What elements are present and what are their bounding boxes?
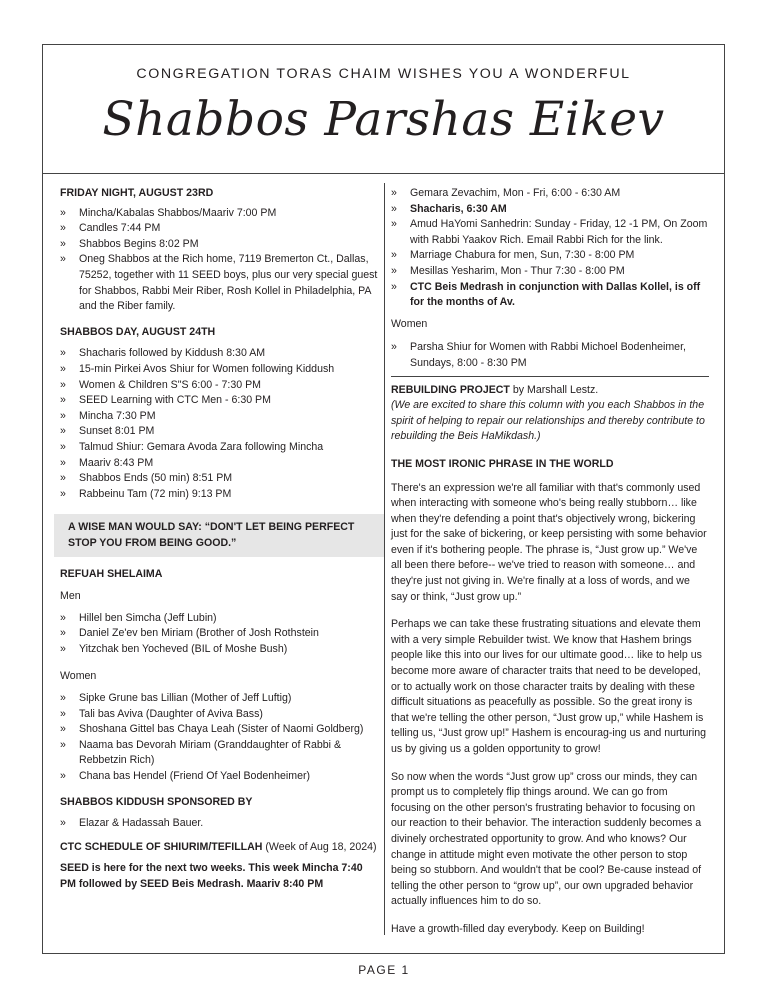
list-item: » Mincha/Kabalas Shabbos/Maariv 7:00 PM [60, 206, 378, 222]
page-number: PAGE 1 [358, 963, 410, 977]
women-shiur-label: Women [391, 317, 428, 330]
list-item: » Yitzchak ben Yocheved (BIL of Moshe Bush) [60, 642, 378, 658]
list-item: » Sipke Grune bas Lillian (Mother of Jeff Luftig) [60, 691, 378, 707]
section-divider [391, 376, 709, 377]
friday-list [60, 206, 378, 315]
list-item: » Tali bas Aviva (Daughter of Aviva Bass) [60, 707, 378, 723]
list-item: » Mesillas Yesharim, Mon - Thur 7:30 - 8:00 PM [391, 264, 709, 280]
rebuilding-intro: (We are excited to share this column with you each Shabbos in the spirit of helping to repair our relationships and thereby contribute to rebuilding the Beis HaMikdash.) [391, 399, 705, 443]
article-paragraph: There's an expression we're all familiar with that's commonly used when interacting with someone who's being really stubborn… like when they're defending a point that's objectively wrong, bickering just for the sake of bickering, or keep persisting with some behavior even if it's bothering people. The phrase is, “Just grow up.” We've all been there before-- we've tried to reason with someone… and they're just not giving in. We're finally at a loss of words, and we say or think, “Just grow up.” [391, 481, 707, 603]
column-divider [384, 183, 385, 935]
list-item: » Daniel Ze'ev ben Miriam (Brother of Josh Rothstein [60, 626, 378, 642]
list-item: » Hillel ben Simcha (Jeff Lubin) [60, 611, 378, 627]
list-item: » Rabbeinu Tam (72 min) 9:13 PM [60, 487, 378, 503]
shabbos-day-list [60, 346, 378, 502]
list-item: » Elazar & Hadassah Bauer. [60, 816, 378, 832]
women-shiur-list [391, 340, 709, 371]
list-item: » 15-min Pirkei Avos Shiur for Women following Kiddush [60, 362, 378, 378]
list-item: » Mincha 7:30 PM [60, 409, 378, 425]
list-item: » Parsha Shiur for Women with Rabbi Michoel Bodenheimer, Sundays, 8:00 - 8:30 PM [391, 340, 709, 371]
shabbos-day-title: SHABBOS DAY, AUGUST 24TH [60, 325, 216, 338]
list-item: » Marriage Chabura for men, Sun, 7:30 - 8:00 PM [391, 248, 709, 264]
list-item: » Maariv 8:43 PM [60, 456, 378, 472]
men-label: Men [60, 590, 81, 603]
list-item: » Shoshana Gittel bas Chaya Leah (Sister of Naomi Goldberg) [60, 722, 378, 738]
list-item: » Chana bas Hendel (Friend Of Yael Bodenheimer) [60, 769, 378, 785]
left-column [60, 186, 378, 893]
refuah-title: REFUAH SHELAIMA [60, 568, 163, 581]
women-label: Women [60, 670, 97, 683]
list-item: » Candles 7:44 PM [60, 221, 378, 237]
schedule-week: (Week of Aug 18, 2024) [265, 840, 377, 853]
rebuilding-author: by Marshall Lestz. [512, 383, 599, 396]
list-item: » Oneg Shabbos at the Rich home, 7119 Bremerton Ct., Dallas, 75252, together with 11 SEED boys, plus our very special guest for Shabbos, Rabbi Meir Riber, Rosh Kollel in Philadelphia, PA and the Riber family. [60, 252, 378, 314]
header-top-line: CONGREGATION TORAS CHAIM WISHES YOU A WONDERFUL [136, 66, 631, 82]
quote-box: A WISE MAN WOULD SAY: “DON'T LET BEING PERFECT STOP YOU FROM BEING GOOD.” [54, 514, 384, 557]
friday-title: FRIDAY NIGHT, AUGUST 23RD [60, 187, 214, 199]
header-divider [42, 173, 725, 174]
list-item: » Gemara Zevachim, Mon - Fri, 6:00 - 6:30 AM [391, 186, 709, 202]
article-paragraph: So now when the words “Just grow up” cross our minds, they can prompt us to completely flip things around. We can go from focusing on the other person's frustrating behavior to focusing on our reaction to their behavior. The interaction suddenly becomes a divinely orchestrated opportunity to grow. And who knows? Our change in attitude might even motivate the other person to stop being so stubborn. And wouldn't that be cool? Be-cause instead of telling the other person to “grow up”, our own upgraded behavior actually influences him to do so. [391, 770, 702, 908]
schedule-note: SEED is here for the next two weeks. This week Mincha 7:40 PM followed by SEED Beis Medrash. Maariv 8:40 PM [60, 862, 363, 890]
article-title: THE MOST IRONIC PHRASE IN THE WORLD [391, 457, 614, 470]
women-list [60, 691, 378, 785]
list-item: » Women & Children S"S 6:00 - 7:30 PM [60, 378, 378, 394]
list-item: » Shacharis, 6:30 AM [391, 202, 709, 218]
article-paragraph: Perhaps we can take these frustrating situations and elevate them with a very simple Rebuilder twist. We know that Hashem brings people like this into our lives for our ultimate good… like to help us become more aware of character traits that need to be developed, or to actually work on those character traits by dealing with these difficult situations as peacefully as possible. So the great irony is that we're telling the other person, “Just grow up,” while Hashem is telling us, “Just grow up!” Hashem is encourag-ing us and nurturing us by giving us a golden opportunity to grow! [391, 618, 707, 755]
list-item: » Naama bas Devorah Miriam (Granddaughter of Rabbi & Rebbetzin Rich) [60, 738, 378, 769]
list-item: » Shacharis followed by Kiddush 8:30 AM [60, 346, 378, 362]
article-closing: Have a growth-filled day everybody. Keep on Building! [391, 922, 645, 935]
list-item: » Shabbos Begins 8:02 PM [60, 237, 378, 253]
schedule-title: CTC SCHEDULE OF SHIURIM/TEFILLAH [60, 840, 263, 853]
list-item: » Talmud Shiur: Gemara Avoda Zara following Mincha [60, 440, 378, 456]
header-title: Shabbos Parshas Eikev [102, 92, 665, 147]
kiddush-list [60, 816, 378, 832]
men-list [60, 611, 378, 658]
list-item: » Amud HaYomi Sanhedrin: Sunday - Friday, 12 -1 PM, On Zoom with Rabbi Yaakov Rich. Email Rabbi Rich for the link. [391, 217, 709, 248]
list-item: » CTC Beis Medrash in conjunction with Dallas Kollel, is off for the months of Av. [391, 280, 709, 311]
list-item: » Sunset 8:01 PM [60, 424, 378, 440]
rebuilding-title: REBUILDING PROJECT [391, 383, 510, 396]
schedule-list [391, 186, 709, 311]
list-item: » SEED Learning with CTC Men - 6:30 PM [60, 393, 378, 409]
kiddush-title: SHABBOS KIDDUSH SPONSORED BY [60, 795, 253, 808]
right-column [391, 186, 709, 938]
list-item: » Shabbos Ends (50 min) 8:51 PM [60, 471, 378, 487]
